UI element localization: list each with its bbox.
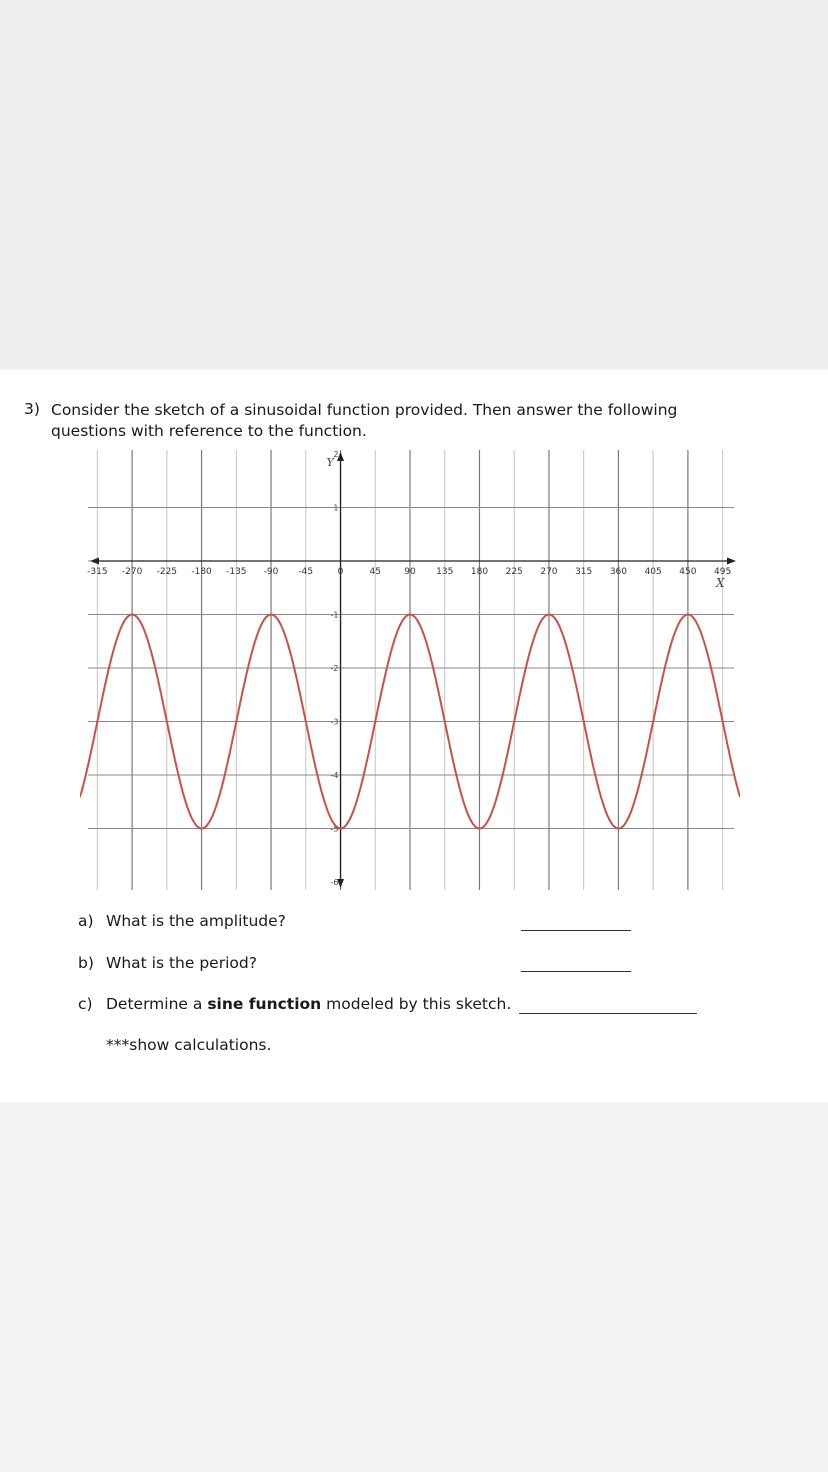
x-axis-label: X xyxy=(716,576,725,590)
part-a-text: What is the amplitude? xyxy=(106,912,286,930)
x-tick-label: 315 xyxy=(575,567,593,577)
x-axis-arrow-left xyxy=(90,558,99,565)
top-background xyxy=(0,0,828,370)
question-number: 3) xyxy=(24,400,40,418)
answer-line-c[interactable] xyxy=(519,1013,697,1014)
part-b xyxy=(78,954,257,972)
y-tick-label: 1 xyxy=(333,503,339,513)
x-tick-label: 405 xyxy=(644,567,662,577)
y-tick-label: -3 xyxy=(330,717,339,727)
x-tick-label: -270 xyxy=(121,567,143,577)
part-c-label: c) xyxy=(78,995,93,1013)
x-tick-label: 0 xyxy=(337,567,344,577)
part-b-text: What is the period? xyxy=(106,954,257,972)
x-tick-label: 360 xyxy=(609,567,628,577)
x-tick-label: 495 xyxy=(714,567,732,577)
part-c-bold-text: sine function xyxy=(207,995,322,1013)
worksheet-page xyxy=(0,370,828,1102)
y-tick-label: -4 xyxy=(330,771,339,780)
y-tick-label: -5 xyxy=(330,824,339,834)
x-tick-label: 45 xyxy=(369,567,381,577)
part-c-text-after: modeled by this sketch. xyxy=(326,995,512,1013)
part-b-label: b) xyxy=(78,954,94,972)
chart-svg xyxy=(80,450,740,890)
y-tick-label: 2 xyxy=(333,450,339,459)
x-tick-label: 225 xyxy=(505,567,523,577)
x-tick-label: 450 xyxy=(679,567,697,577)
x-tick-label: -45 xyxy=(298,567,314,577)
x-axis-arrow-right xyxy=(727,558,736,565)
part-c xyxy=(78,995,511,1013)
x-tick-label: 135 xyxy=(436,567,454,577)
x-tick-label: -315 xyxy=(87,567,108,577)
x-tick-label: -180 xyxy=(191,567,212,577)
x-tick-label: -225 xyxy=(156,567,178,577)
answer-line-b[interactable] xyxy=(521,971,631,972)
x-tick-label: 180 xyxy=(470,567,489,577)
show-calculations-note: ***show calculations. xyxy=(106,1036,272,1054)
y-axis-label: Y xyxy=(326,456,334,469)
y-tick-label: -1 xyxy=(330,610,339,620)
x-tick-label: -135 xyxy=(226,567,247,577)
x-tick-label: 270 xyxy=(540,567,558,577)
x-tick-label: 90 xyxy=(404,567,416,577)
y-tick-label: -2 xyxy=(330,664,339,673)
part-c-text-before: Determine a xyxy=(106,995,203,1013)
question-text: Consider the sketch of a sinusoidal function provided. Then answer the following questions with reference to the function. xyxy=(51,401,678,440)
part-a xyxy=(78,912,286,930)
sinusoid-graph xyxy=(80,450,740,890)
answer-line-a[interactable] xyxy=(521,930,631,931)
bottom-background xyxy=(0,1102,828,1472)
y-tick-label: -6 xyxy=(330,878,339,887)
x-tick-label: -90 xyxy=(263,567,279,577)
part-a-label: a) xyxy=(78,912,94,930)
